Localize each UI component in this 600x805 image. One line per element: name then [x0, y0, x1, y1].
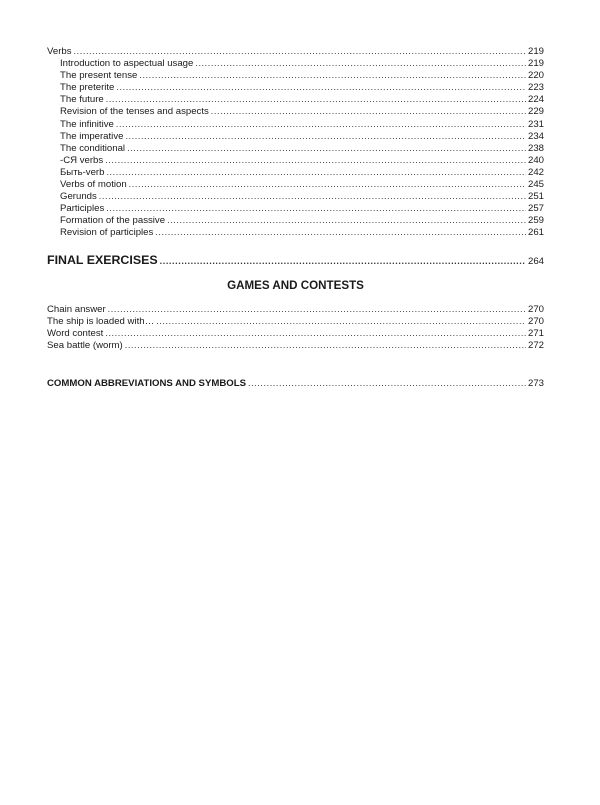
dot-leader [99, 190, 526, 202]
toc-entry-label: Sea battle (worm) [47, 340, 123, 352]
toc-entry-label: Formation of the passive [60, 215, 166, 227]
dot-leader [125, 130, 526, 142]
dot-leader [106, 166, 526, 178]
toc-entry-page: 240 [527, 154, 544, 166]
toc-entry[interactable] [47, 339, 544, 351]
toc-entry-label: Gerunds [60, 191, 97, 203]
toc-entry-label: Introduction to aspectual usage [60, 58, 194, 70]
toc-entry[interactable] [47, 303, 544, 315]
toc-section-abbreviations [47, 377, 544, 389]
toc-entry-label: Verbs of motion [60, 179, 127, 191]
toc-entry[interactable] [47, 105, 544, 117]
dot-leader [105, 327, 526, 339]
toc-entry[interactable] [47, 93, 544, 105]
toc-entry[interactable] [47, 190, 544, 202]
toc-entry-page: 273 [527, 378, 544, 389]
toc-entry-label: Revision of participles [60, 227, 154, 239]
toc-entry-page: 271 [527, 328, 544, 340]
toc-entry-page: 219 [527, 46, 544, 57]
toc-entry-label: FINAL EXERCISES [47, 253, 158, 267]
toc-entry[interactable] [47, 142, 544, 154]
toc-entry-label: Verbs [47, 46, 72, 57]
toc-entry-label: The imperative [60, 130, 124, 142]
toc-entry-page: 220 [527, 70, 544, 82]
toc-entry[interactable] [47, 166, 544, 178]
toc-entry-label: Chain answer [47, 304, 106, 315]
toc-section-final-exercises [47, 252, 544, 268]
toc-entry-page: 259 [527, 215, 544, 227]
toc-entry-label: The conditional [60, 142, 126, 154]
dot-leader [139, 69, 526, 81]
toc-entry-page: 264 [527, 256, 544, 267]
toc-entry-page: 261 [527, 227, 544, 239]
toc-entry[interactable] [47, 130, 544, 142]
toc-entry[interactable] [47, 154, 544, 166]
dot-leader [160, 253, 526, 269]
toc-entry-label: Быть-verb [60, 166, 105, 178]
toc-entry-label: The infinitive [60, 118, 114, 130]
toc-entry-page: 245 [527, 179, 544, 191]
toc-section-verbs [47, 45, 544, 239]
dot-leader [74, 45, 526, 57]
dot-leader [105, 154, 526, 166]
dot-leader [129, 178, 526, 190]
toc-entry-page: 234 [527, 130, 544, 142]
toc-entry[interactable] [47, 69, 544, 81]
dot-leader [125, 339, 526, 351]
dot-leader [106, 202, 526, 214]
toc-section-games [47, 303, 544, 351]
toc-entry-label: The ship is loaded with… [47, 316, 155, 328]
dot-leader [106, 93, 526, 105]
toc-entry-final-exercises[interactable] [47, 252, 544, 268]
dot-leader [127, 142, 526, 154]
toc-entry[interactable] [47, 118, 544, 130]
toc-entry-label: Participles [60, 203, 105, 215]
toc-entry-page: 251 [527, 191, 544, 203]
toc-entry-page: 231 [527, 118, 544, 130]
toc-entry-page: 223 [527, 82, 544, 94]
toc-entry-page: 242 [527, 166, 544, 178]
toc-entry-label: The present tense [60, 70, 138, 82]
toc-entry-page: 270 [527, 316, 544, 328]
dot-leader [108, 303, 526, 315]
toc-entry-abbreviations[interactable] [47, 377, 544, 389]
dot-leader [116, 81, 526, 93]
toc-entry-label: COMMON ABBREVIATIONS AND SYMBOLS [47, 378, 246, 389]
dot-leader [211, 105, 526, 117]
dot-leader [167, 214, 526, 226]
toc-entry-page: 270 [527, 304, 544, 315]
toc-entry-label: The future [60, 94, 104, 106]
dot-leader [156, 315, 526, 327]
toc-entry[interactable] [47, 226, 544, 238]
toc-entry[interactable] [47, 81, 544, 93]
toc-entry-page: 238 [527, 142, 544, 154]
dot-leader [116, 118, 526, 130]
toc-entry-page: 257 [527, 203, 544, 215]
toc-entry[interactable] [47, 214, 544, 226]
dot-leader [155, 226, 526, 238]
toc-entry-label: Word contest [47, 328, 104, 340]
toc-entry[interactable] [47, 57, 544, 69]
toc-entry[interactable] [47, 178, 544, 190]
toc-entry[interactable] [47, 327, 544, 339]
toc-entry-verbs[interactable] [47, 45, 544, 57]
section-heading-games: GAMES AND CONTESTS [227, 279, 364, 292]
toc-entry-page: 272 [527, 340, 544, 352]
toc-entry-label: Revision of the tenses and aspects [60, 106, 209, 118]
toc-entry[interactable] [47, 315, 544, 327]
toc-entry-label: -СЯ verbs [60, 154, 104, 166]
toc-entry-page: 229 [527, 106, 544, 118]
dot-leader [248, 377, 526, 389]
toc-entry-label: The preterite [60, 82, 115, 94]
toc-entry-page: 219 [527, 58, 544, 70]
toc-entry[interactable] [47, 202, 544, 214]
toc-entry-page: 224 [527, 94, 544, 106]
dot-leader [195, 57, 526, 69]
